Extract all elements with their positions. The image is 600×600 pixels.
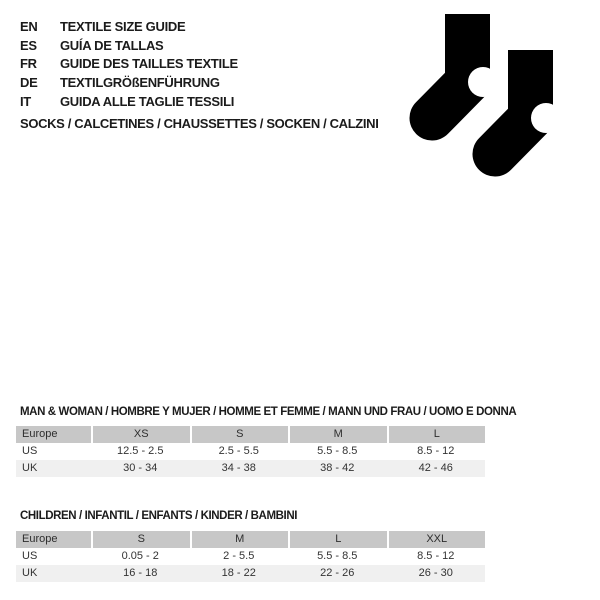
size-cell: 0.05 - 2 bbox=[121, 550, 159, 562]
language-label: TEXTILGRÖßENFÜHRUNG bbox=[60, 74, 220, 90]
sock-front bbox=[495, 50, 561, 154]
size-cell: 42 - 46 bbox=[418, 462, 453, 474]
size-cell: 8.5 - 12 bbox=[417, 550, 455, 562]
table-title-adults: MAN & WOMAN / HOMBRE Y MUJER / HOMME ET FEMME / MANN UND FRAU / UOMO E DONNA bbox=[20, 406, 517, 418]
language-row-it bbox=[20, 92, 238, 111]
row-label: UK bbox=[22, 462, 38, 474]
table-row-uk bbox=[16, 460, 485, 477]
product-heading: SOCKS / CALCETINES / CHAUSSETTES / SOCKEN / CALZINI bbox=[20, 116, 379, 131]
header-cell-size: M bbox=[190, 531, 289, 548]
language-label: GUIDA ALLE TAGLIE TESSILI bbox=[60, 93, 235, 109]
size-cell: 12.5 - 2.5 bbox=[117, 445, 164, 457]
size-table-adults bbox=[16, 426, 485, 477]
size-cell: 2.5 - 5.5 bbox=[218, 445, 259, 457]
size-cell: 16 - 18 bbox=[123, 567, 158, 579]
header-cell-size: S bbox=[190, 426, 289, 443]
language-row-es bbox=[20, 36, 238, 55]
header-cell-size: S bbox=[91, 531, 190, 548]
header-cell-size: M bbox=[288, 426, 387, 443]
row-label: UK bbox=[22, 567, 38, 579]
table-row-us bbox=[16, 548, 485, 565]
table-header-row bbox=[16, 531, 485, 548]
language-row-de bbox=[20, 73, 238, 92]
header-cell-size: XXL bbox=[387, 531, 486, 548]
size-cell: 18 - 22 bbox=[221, 567, 256, 579]
table-header-row bbox=[16, 426, 485, 443]
language-list bbox=[20, 17, 238, 110]
socks-icon bbox=[395, 5, 575, 185]
language-code: ES bbox=[20, 37, 37, 53]
header-cell-size: L bbox=[387, 426, 486, 443]
header-cell-region: Europe bbox=[22, 428, 58, 440]
language-label: GUIDE DES TAILLES TEXTILE bbox=[60, 56, 238, 72]
language-code: EN bbox=[20, 18, 38, 34]
size-cell: 5.5 - 8.5 bbox=[317, 550, 358, 562]
language-code: IT bbox=[20, 93, 31, 109]
size-cell: 30 - 34 bbox=[123, 462, 158, 474]
size-cell: 8.5 - 12 bbox=[417, 445, 455, 457]
size-cell: 5.5 - 8.5 bbox=[317, 445, 358, 457]
size-cell: 22 - 26 bbox=[320, 567, 355, 579]
row-label: US bbox=[22, 445, 38, 457]
size-cell: 26 - 30 bbox=[418, 567, 453, 579]
language-code: DE bbox=[20, 74, 38, 90]
row-label: US bbox=[22, 550, 38, 562]
header-cell-size: XS bbox=[91, 426, 190, 443]
sock-heel-circle bbox=[531, 103, 561, 133]
language-label: GUÍA DE TALLAS bbox=[60, 37, 164, 53]
size-cell: 38 - 42 bbox=[320, 462, 355, 474]
language-label: TEXTILE SIZE GUIDE bbox=[60, 18, 186, 34]
sock-back bbox=[432, 14, 498, 118]
language-code: FR bbox=[20, 56, 37, 72]
table-row-uk bbox=[16, 565, 485, 582]
language-row-en bbox=[20, 17, 238, 36]
sock-heel-circle bbox=[468, 67, 498, 97]
size-cell: 34 - 38 bbox=[221, 462, 256, 474]
language-row-fr bbox=[20, 54, 238, 73]
table-row-us bbox=[16, 443, 485, 460]
size-cell: 2 - 5.5 bbox=[223, 550, 255, 562]
header-cell-size: L bbox=[288, 531, 387, 548]
header-cell-region: Europe bbox=[22, 533, 58, 545]
size-table-children bbox=[16, 531, 485, 582]
table-title-children: CHILDREN / INFANTIL / ENFANTS / KINDER / BAMBINI bbox=[20, 510, 298, 522]
